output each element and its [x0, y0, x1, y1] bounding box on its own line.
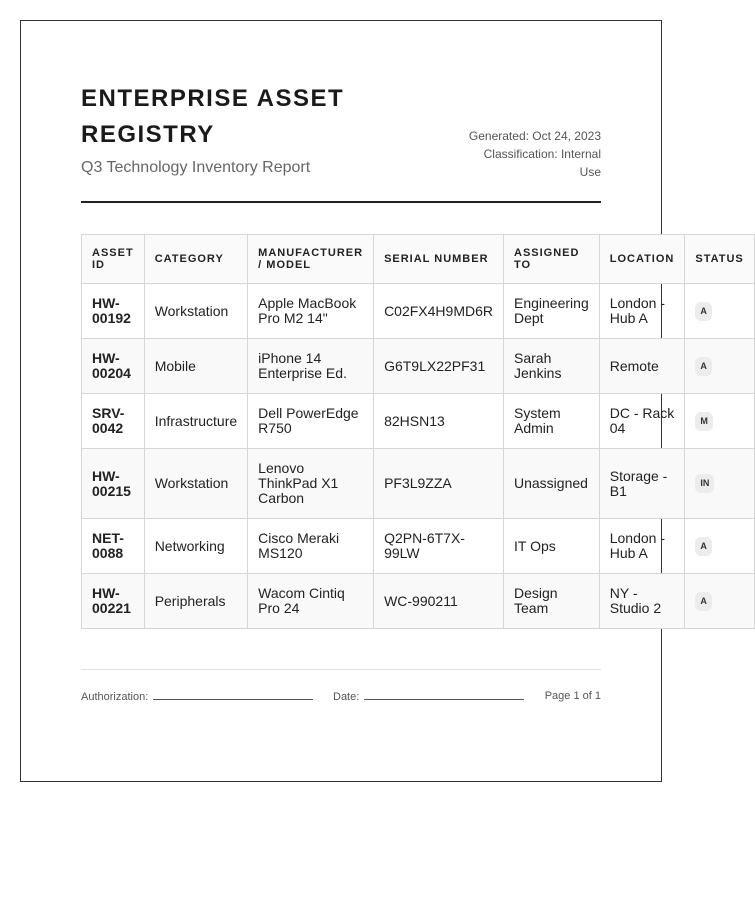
table-row — [82, 394, 755, 449]
table-header-row — [82, 235, 755, 284]
cell-category: Infrastructure — [144, 394, 247, 449]
status-badge: A — [695, 592, 712, 611]
cell-category: Workstation — [144, 449, 247, 519]
cell-model: Wacom Cintiq Pro 24 — [248, 574, 374, 629]
cell-location: DC - Rack 04 — [599, 394, 685, 449]
authorization-field — [81, 690, 313, 703]
authorization-signature-line — [153, 690, 313, 700]
status-badge: A — [695, 357, 712, 376]
header-assigned: ASSIGNED TO — [504, 235, 600, 284]
table-row — [82, 449, 755, 519]
cell-status — [685, 339, 754, 394]
header-category: CATEGORY — [144, 235, 247, 284]
cell-status — [685, 519, 754, 574]
header-divider — [81, 201, 601, 203]
cell-model: iPhone 14 Enterprise Ed. — [248, 339, 374, 394]
report-header — [81, 81, 601, 177]
header-serial: SERIAL NUMBER — [374, 235, 504, 284]
cell-location: Remote — [599, 339, 685, 394]
header-asset-id: ASSET ID — [82, 235, 145, 284]
header-model: MANUFACTURER / MODEL — [248, 235, 374, 284]
report-page — [20, 20, 744, 782]
footer-divider — [81, 669, 601, 670]
cell-assigned: Unassigned — [504, 449, 600, 519]
cell-asset-id: HW-00192 — [82, 284, 145, 339]
cell-category: Peripherals — [144, 574, 247, 629]
asset-table-wrapper — [81, 234, 755, 629]
report-meta — [461, 127, 601, 181]
cell-location: London - Hub A — [599, 519, 685, 574]
authorization-label: Authorization: — [81, 691, 149, 703]
cell-location: London - Hub A — [599, 284, 685, 339]
cell-asset-id: NET-0088 — [82, 519, 145, 574]
cell-asset-id: HW-00215 — [82, 449, 145, 519]
cell-assigned: System Admin — [504, 394, 600, 449]
status-badge: A — [695, 302, 712, 321]
page-number: Page 1 of 1 — [544, 690, 601, 702]
cell-category: Mobile — [144, 339, 247, 394]
cell-serial: Q2PN-6T7X-99LW — [374, 519, 504, 574]
cell-assigned: IT Ops — [504, 519, 600, 574]
status-badge: IN — [695, 474, 714, 493]
cell-model: Dell PowerEdge R750 — [248, 394, 374, 449]
cell-assigned: Engineering Dept — [504, 284, 600, 339]
table-row — [82, 284, 755, 339]
cell-location: Storage - B1 — [599, 449, 685, 519]
cell-model: Lenovo ThinkPad X1 Carbon — [248, 449, 374, 519]
header-location: LOCATION — [599, 235, 685, 284]
cell-status — [685, 394, 754, 449]
cell-model: Cisco Meraki MS120 — [248, 519, 374, 574]
cell-assigned: Design Team — [504, 574, 600, 629]
cell-category: Networking — [144, 519, 247, 574]
table-row — [82, 574, 755, 629]
cell-category: Workstation — [144, 284, 247, 339]
cell-assigned: Sarah Jenkins — [504, 339, 600, 394]
cell-serial: PF3L9ZZA — [374, 449, 504, 519]
date-field — [333, 690, 524, 703]
cell-serial: G6T9LX22PF31 — [374, 339, 504, 394]
cell-location: NY - Studio 2 — [599, 574, 685, 629]
date-signature-line — [364, 690, 524, 700]
report-title: ENTERPRISE ASSET REGISTRY — [81, 85, 345, 148]
table-row — [82, 339, 755, 394]
cell-serial: WC-990211 — [374, 574, 504, 629]
cell-status — [685, 449, 754, 519]
cell-status — [685, 574, 754, 629]
cell-asset-id: HW-00204 — [82, 339, 145, 394]
cell-asset-id: SRV-0042 — [82, 394, 145, 449]
cell-status — [685, 284, 754, 339]
status-badge: M — [695, 412, 713, 431]
header-status: STATUS — [685, 235, 754, 284]
table-row — [82, 519, 755, 574]
date-label: Date: — [333, 691, 360, 703]
cell-serial: 82HSN13 — [374, 394, 504, 449]
cell-asset-id: HW-00221 — [82, 574, 145, 629]
classification: Classification: Internal Use — [483, 147, 601, 179]
asset-table — [81, 234, 755, 629]
cell-serial: C02FX4H9MD6R — [374, 284, 504, 339]
report-subtitle: Q3 Technology Inventory Report — [81, 159, 311, 176]
generated-date: Generated: Oct 24, 2023 — [468, 129, 601, 143]
cell-model: Apple MacBook Pro M2 14" — [248, 284, 374, 339]
status-badge: A — [695, 537, 712, 556]
